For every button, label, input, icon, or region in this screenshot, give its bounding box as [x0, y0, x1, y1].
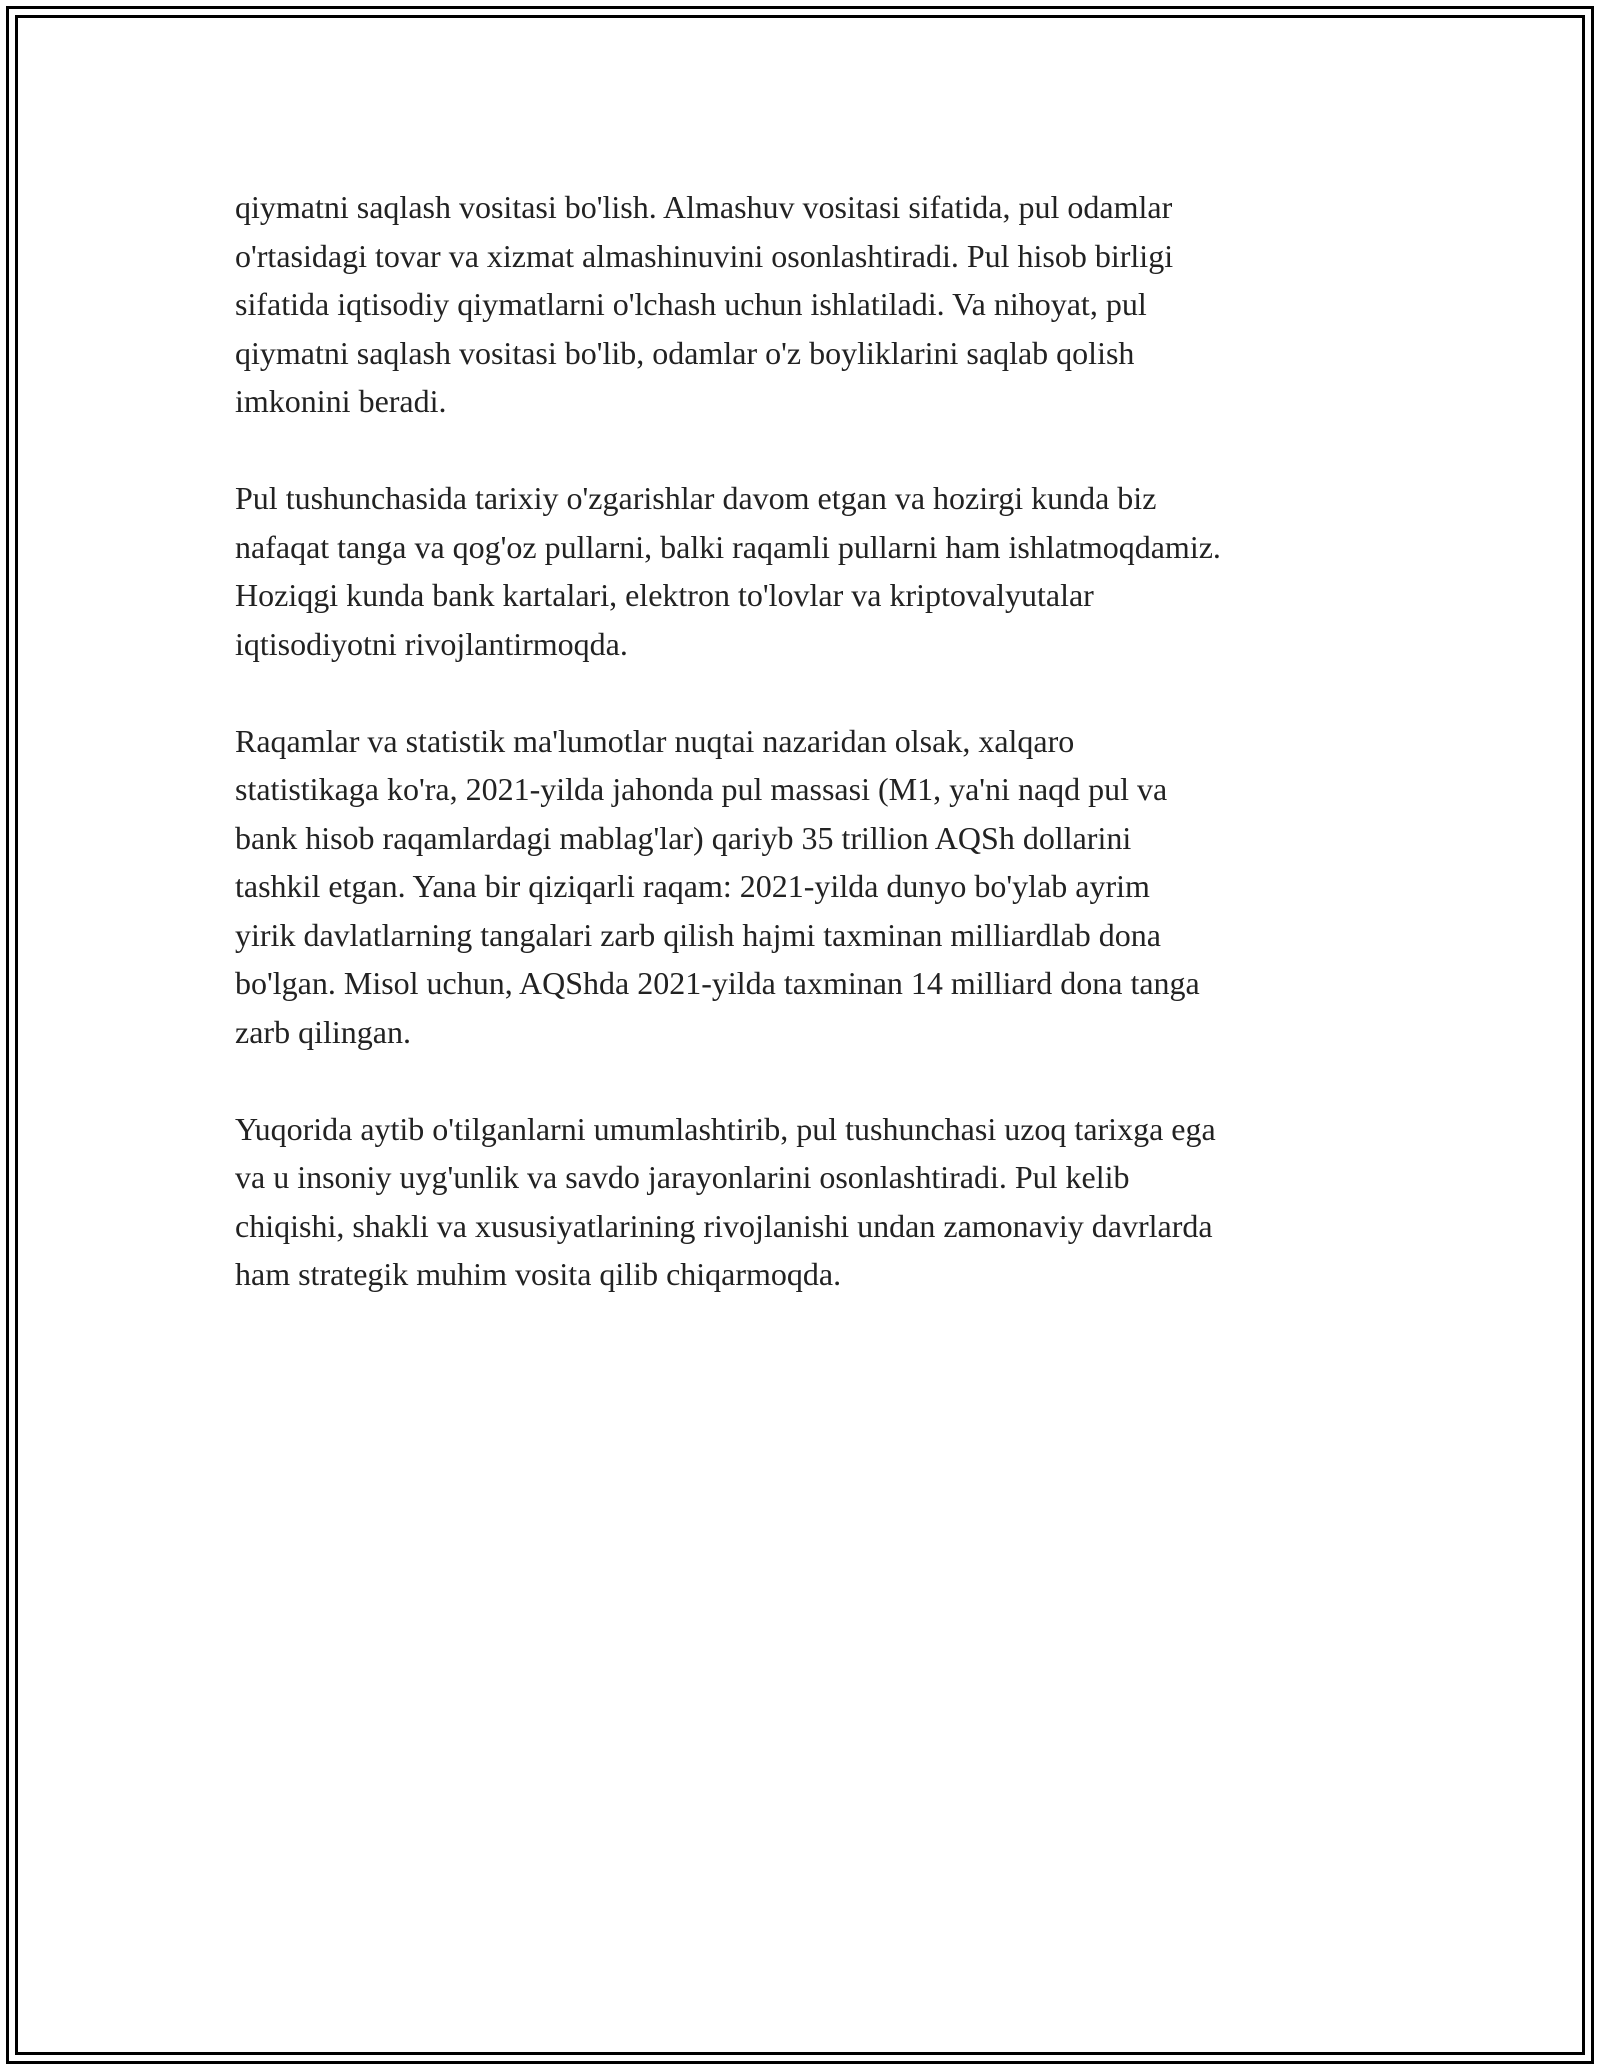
text-line: ham strategik muhim vosita qilib chiqarmoqda.: [235, 1256, 842, 1292]
text-line: zarb qilingan.: [235, 1013, 411, 1050]
paragraph-statistics: [235, 717, 1385, 1057]
document-body: [235, 183, 1385, 1347]
text-line: bo'lgan. Misol uchun, AQShda 2021-yilda taxminan 14 milliard dona tanga: [235, 965, 1200, 1001]
text-line: imkonini beradi.: [235, 383, 447, 419]
paragraph-historical-changes: [235, 474, 1385, 668]
text-line: va u insoniy uyg'unlik va savdo jarayonlarini osonlashtiradi. Pul kelib: [235, 1159, 1130, 1195]
text-line: Hoziqgi kunda bank kartalari, elektron to'lovlar va kriptovalyutalar: [235, 577, 1094, 613]
text-line: nafaqat tanga va qog'oz pullarni, balki raqamli pullarni ham ishlatmoqdamiz.: [235, 528, 1221, 565]
text-line: statistikaga ko'ra, 2021-yilda jahonda pul massasi (M1, ya'ni naqd pul va: [235, 771, 1168, 807]
text-line: bank hisob raqamlardagi mablag'lar) qariyb 35 trillion AQSh dollarini: [235, 819, 1132, 856]
text-line: tashkil etgan. Yana bir qiziqarli raqam: 2021-yilda dunyo bo'ylab ayrim: [235, 868, 1150, 904]
text-line: chiqishi, shakli va xususiyatlarining rivojlanishi undan zamonaviy davrlarda: [235, 1207, 1213, 1244]
text-line: qiymatni saqlash vositasi bo'lib, odamlar o'z boyliklarini saqlab qolish: [235, 334, 1135, 371]
paragraph-money-functions: [235, 183, 1385, 426]
text-line: sifatida iqtisodiy qiymatlarni o'lchash uchun ishlatiladi. Va nihoyat, pul: [235, 286, 1147, 322]
text-line: Yuqorida aytib o'tilganlarni umumlashtirib, pul tushunchasi uzoq tarixga ega: [235, 1110, 1216, 1147]
text-line: iqtisodiyotni rivojlantirmoqda.: [235, 625, 628, 662]
text-line: Pul tushunchasida tarixiy o'zgarishlar davom etgan va hozirgi kunda biz: [235, 480, 1157, 516]
text-line: qiymatni saqlash vositasi bo'lish. Almashuv vositasi sifatida, pul odamlar: [235, 189, 1173, 225]
text-line: yirik davlatlarning tangalari zarb qilish hajmi taxminan milliardlab dona: [235, 916, 1161, 953]
text-line: Raqamlar va statistik ma'lumotlar nuqtai nazaridan olsak, xalqaro: [235, 722, 1075, 759]
text-line: o'rtasidagi tovar va xizmat almashinuvini osonlashtiradi. Pul hisob birligi: [235, 237, 1174, 274]
paragraph-conclusion: [235, 1105, 1385, 1299]
